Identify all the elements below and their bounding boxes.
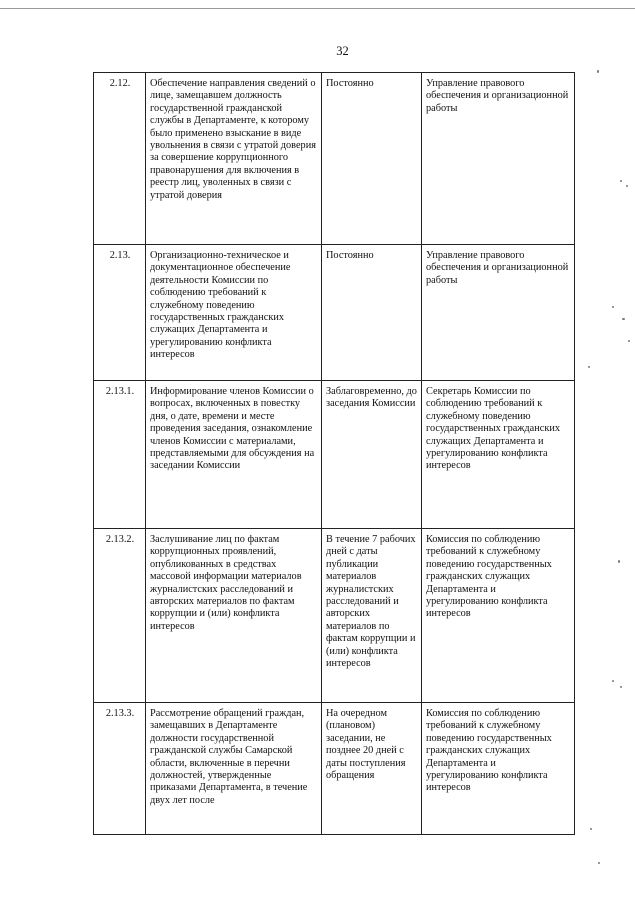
- scan-speck: [626, 185, 628, 187]
- scan-speck: [588, 366, 590, 368]
- scan-speck: [612, 680, 614, 682]
- item-number: 2.13.1.: [94, 381, 146, 529]
- measures-table: [93, 72, 575, 835]
- item-responsible: Комиссия по соблюдению требований к служебному поведению государственных гражданских служащих Департамента и урегулированию конфликта интересов: [422, 529, 575, 703]
- scan-speck: [620, 180, 622, 182]
- item-number: 2.13.: [94, 245, 146, 381]
- item-responsible: Управление правового обеспечения и организационной работы: [422, 73, 575, 245]
- item-description: Информирование членов Комиссии о вопросах, включенных в повестку дня, о дате, времени и месте проведения заседания, ознакомление членов Комиссии с материалами, представляемыми для обсуждения на заседании Комиссии: [146, 381, 322, 529]
- table-row: [94, 529, 575, 703]
- scan-speck: [628, 340, 630, 342]
- item-term: Заблаговременно, до заседания Комиссии: [322, 381, 422, 529]
- item-term: Постоянно: [322, 245, 422, 381]
- scan-speck: [597, 70, 599, 73]
- table-row: [94, 73, 575, 245]
- scan-speck: [620, 686, 622, 688]
- item-term: На очередном (плановом) заседании, не позднее 20 дней с даты поступления обращения: [322, 703, 422, 835]
- scan-speck: [612, 306, 614, 308]
- item-term: В течение 7 рабочих дней с даты публикации материалов журналистских расследований и авторских материалов по фактам коррупции и (или) конфликта интересов: [322, 529, 422, 703]
- item-description: Организационно-техническое и документационное обеспечение деятельности Комиссии по соблюдению требований к служебному поведению государственных гражданских служащих Департамента и урегулированию конфликта интересов: [146, 245, 322, 381]
- item-number: 2.13.3.: [94, 703, 146, 835]
- item-responsible: Комиссия по соблюдению требований к служебному поведению государственных гражданских служащих Департамента и урегулированию конфликта интересов: [422, 703, 575, 835]
- item-responsible: Управление правового обеспечения и организационной работы: [422, 245, 575, 381]
- scan-speck: [618, 560, 620, 563]
- item-description: Рассмотрение обращений граждан, замещавших в Департаменте должности государственной гражданской службы Самарской области, включенные в перечни должностей, утвержденные приказами Департамента, в течение двух лет после: [146, 703, 322, 835]
- scan-speck: [622, 318, 625, 320]
- table-row: [94, 245, 575, 381]
- item-description: Заслушивание лиц по фактам коррупционных проявлений, опубликованных в средствах массовой информации материалов журналистских расследований и авторских материалов по фактам коррупции и (или) конфликта интересов: [146, 529, 322, 703]
- scan-speck: [598, 862, 600, 864]
- scan-speck: [590, 828, 592, 830]
- item-number: 2.13.2.: [94, 529, 146, 703]
- page-number: 32: [336, 44, 349, 58]
- item-description: Обеспечение направления сведений о лице, замещавшем должность государственной гражданской службы в Департаменте, к которому было применено взыскание в виде увольнения в связи с утратой доверия за совершение коррупционного правонарушения для включения в реестр лиц, уволенных в связи с утратой доверия: [146, 73, 322, 245]
- table-row: [94, 381, 575, 529]
- page-top-edge: [0, 8, 635, 9]
- item-responsible: Секретарь Комиссии по соблюдению требований к служебному поведению государственных гражданских служащих Департамента и урегулированию конфликта интересов: [422, 381, 575, 529]
- table-row: [94, 703, 575, 835]
- item-number: 2.12.: [94, 73, 146, 245]
- item-term: Постоянно: [322, 73, 422, 245]
